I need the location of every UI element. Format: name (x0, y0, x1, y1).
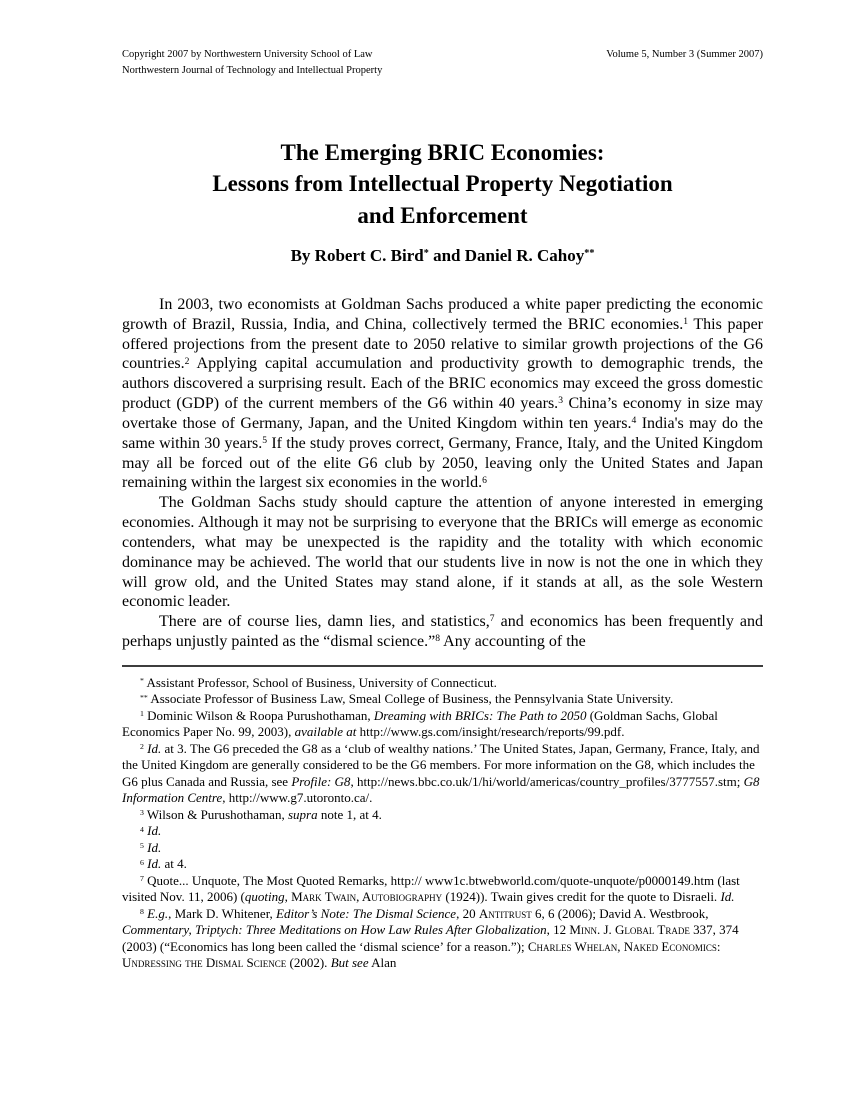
article-title (122, 137, 763, 232)
text-run: G8 Information Centre (122, 773, 760, 806)
title-line: and Enforcement (357, 202, 528, 228)
text-run: and Daniel R. Cahoy (428, 246, 585, 265)
text-run: supra (287, 806, 318, 822)
text-run: There are of course lies, damn lies, and statistics, (159, 613, 490, 631)
text-run: at 4. (161, 856, 187, 872)
text-run: 6, 6 (2006); David A. Westbrook, (531, 905, 709, 921)
superscript-marker: 1 (140, 709, 144, 719)
footnote-item (122, 873, 763, 906)
text-run: quoting (244, 889, 285, 905)
text-run: The Goldman Sachs study should capture the attention of anyone interested in emerging economies. Although it may not be surprising to everyone that the BRICs will emerge as economic contenders, what may be unexpected is the rapidity and the totality with which economic dominance may be achieved. The world that our students live in now is not the one in which they will grow old, and the United States may stand alone, if it stands at all, as the sole Western economic leader. (122, 494, 763, 611)
superscript-marker: 5 (140, 841, 144, 851)
text-run: Id. (147, 740, 162, 756)
superscript-marker: 8 (140, 907, 144, 917)
article-body (122, 295, 763, 652)
text-run: Charles Whelan, Naked Economics: Undressing the Dismal Science (122, 938, 721, 971)
title-line: Lessons from Intellectual Property Negotiation (212, 171, 673, 196)
body-paragraph (122, 612, 763, 652)
text-run: Any accounting of the (440, 633, 586, 651)
copyright-line-2: Northwestern Journal of Technology and Intellectual Property (122, 64, 383, 76)
text-run: Id. (147, 823, 162, 839)
text-run: Id. (147, 856, 162, 872)
footnote-item (122, 708, 763, 741)
text-run: If the study proves correct, Germany, France, Italy, and the United Kingdom may all be forced out of the elite G6 club by 2050, leaving only the United States and Japan remaining within the largest six economies in the world. (122, 434, 763, 492)
superscript-marker: * (423, 247, 429, 259)
text-run: Profile: G8 (291, 773, 351, 789)
text-run: By Robert C. Bird (290, 246, 424, 265)
copyright-line-1: Copyright 2007 by Northwestern University School of Law (122, 49, 373, 60)
text-run: Id. (720, 889, 735, 905)
text-run: India's may do the same within 30 years. (122, 414, 764, 452)
text-run: Wilson & Purushothaman, (143, 806, 288, 822)
superscript-marker: * (140, 676, 144, 686)
footnote-item (122, 840, 763, 857)
text-run: , (284, 889, 292, 905)
text-run: (1924)). Twain gives credit for the quote to Disraeli. (442, 889, 721, 905)
superscript-marker: 2 (184, 355, 190, 367)
text-run: In 2003, two economists at Goldman Sachs produced a white paper predicting the economic growth of Brazil, Russia, India, and China, collectively termed the BRIC economies. (122, 296, 763, 333)
superscript-marker: ** (584, 247, 595, 259)
text-run: Quote... Unquote, The Most Quoted Remarks, http:// www1c.btwebworld.com/quote-unquote/p0000149.htm (last visited Nov. 11, 2006) ( (122, 872, 740, 905)
text-run: Id. (147, 839, 162, 855)
superscript-marker: 4 (140, 824, 144, 834)
footnote-item (122, 906, 763, 972)
footnote-item (122, 691, 763, 708)
title-line: The Emerging BRIC Economies: (280, 139, 605, 165)
text-run: and economics has been frequently and perhaps unjustly painted as the “dismal science.” (122, 613, 764, 651)
text-run: Antitrust (478, 905, 532, 921)
text-run: E.g. (147, 905, 169, 921)
copyright-block (122, 47, 382, 79)
superscript-marker: 4 (631, 415, 637, 427)
volume-info: Volume 5, Number 3 (Summer 2007) (606, 49, 763, 60)
text-run: This paper offered projections from the present date to 2050 relative to similar growth projections of the G6 countries. (122, 315, 763, 373)
text-run: , http://www.g7.utoronto.ca/. (222, 790, 373, 806)
text-run: , Mark D. Whitener, (168, 905, 277, 921)
superscript-marker: 3 (140, 808, 144, 818)
superscript-marker: 7 (489, 613, 495, 625)
text-run: Assistant Professor, School of Business, University of Connecticut. (143, 674, 497, 690)
superscript-marker: 3 (558, 395, 563, 407)
superscript-marker: 8 (435, 633, 441, 645)
superscript-marker: 2 (140, 742, 144, 752)
text-run: Applying capital accumulation and productivity growth to demographic trends, the authors discovered a surprising result. Each of the BRIC economics may exceed the gross domestic product (GDP) of the current members of the G6 within 40 years. (122, 355, 763, 413)
text-run: Mark Twain, Autobiography (291, 889, 443, 905)
footnote-item (122, 807, 763, 824)
text-run: Editor’s Note: The Dismal Science (276, 905, 457, 921)
page-header (122, 47, 763, 79)
text-run: Alan (368, 955, 397, 971)
body-paragraph (122, 295, 763, 493)
text-run: note 1, at 4. (317, 806, 382, 822)
footnote-item (122, 741, 763, 807)
text-run: Minn. J. Global Trade (569, 922, 690, 938)
footnote-item (122, 823, 763, 840)
text-run: , 12 (546, 922, 570, 938)
text-run: at 3. The G6 preceded the G8 as a ‘club of wealthy nations.’ The United States, Japan, Germany, France, Italy, and the United Kingdom are generally considered to be the G6 members. For more information on the G8, which includes the G6 plus Canada and Russia, see (122, 740, 760, 789)
superscript-marker: 1 (683, 316, 688, 328)
text-run: (Goldman Sachs, Global Economics Paper No. 99, 2003), (122, 707, 718, 740)
text-run: China’s economy in size may overtake those of Germany, Japan, and the United Kingdom within ten years. (122, 395, 763, 432)
footnote-item (122, 675, 763, 692)
text-run: 337, 374 (2003) (“Economics has long been called the ‘dismal science’ for a reason.”); (122, 922, 739, 954)
superscript-marker: 6 (482, 474, 487, 486)
text-run: Dominic Wilson & Roopa Purushothaman, (143, 707, 374, 723)
superscript-marker: ** (140, 692, 148, 702)
text-run: Commentary, Triptych: Three Meditations on How Law Rules After Globalization (122, 922, 547, 938)
text-run: Associate Professor of Business Law, Smeal College of Business, the Pennsylvania State University. (147, 691, 674, 707)
superscript-marker: 5 (262, 435, 268, 446)
body-paragraph (122, 493, 763, 612)
footnote-block (122, 667, 763, 972)
superscript-marker: 7 (140, 874, 144, 884)
text-run: But see (330, 955, 369, 971)
text-run: http://www.gs.com/insight/research/reports/99.pdf. (356, 724, 625, 740)
footnote-item (122, 856, 763, 873)
text-run: (2002). (286, 955, 331, 971)
superscript-marker: 6 (140, 857, 144, 867)
text-run: Dreaming with BRICs: The Path to 2050 (373, 707, 587, 723)
text-run: available at (294, 724, 357, 740)
article-byline (122, 246, 763, 266)
text-run: , http://news.bbc.co.uk/1/hi/world/americas/country_profiles/3777557.stm; (350, 773, 744, 789)
text-run: , 20 (456, 905, 479, 921)
